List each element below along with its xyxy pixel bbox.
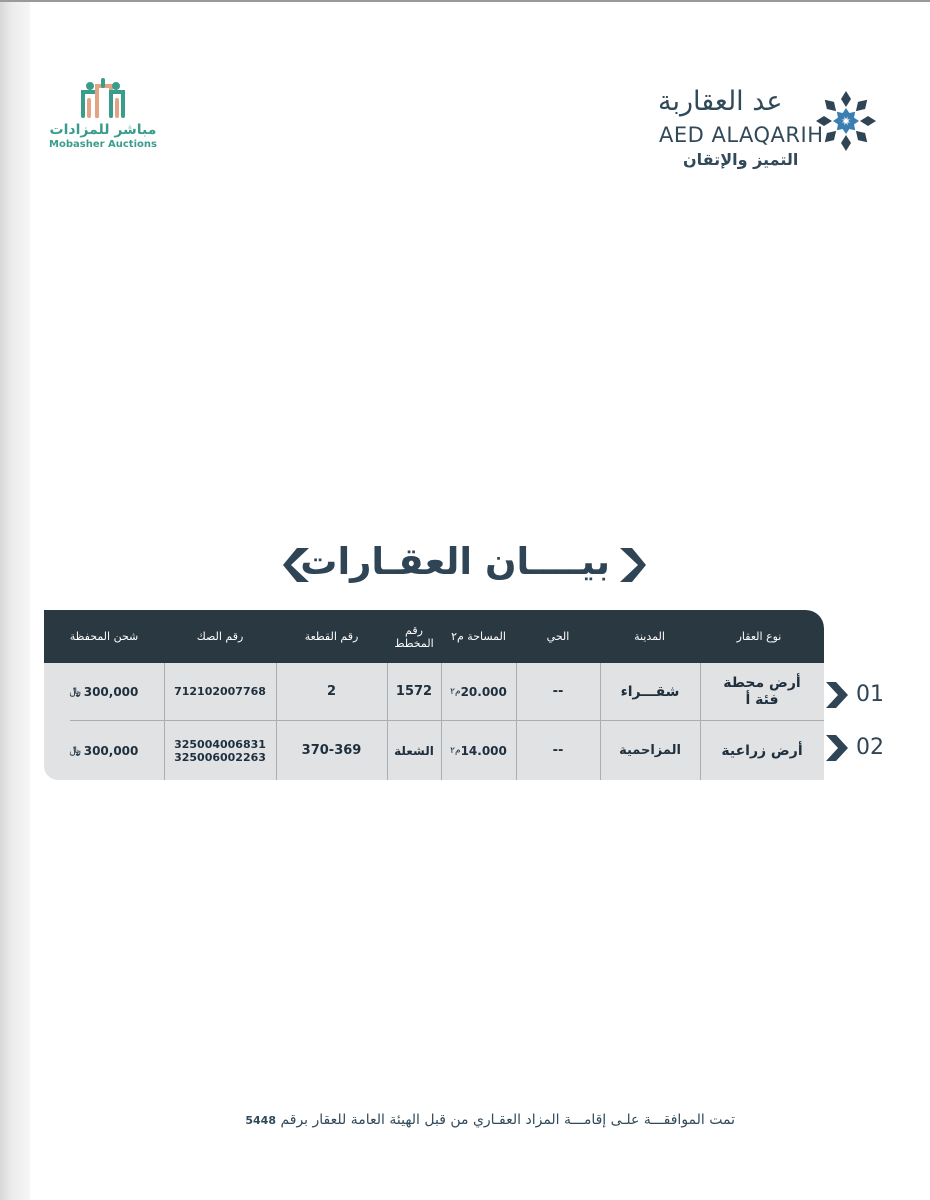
mobasher-arabic-name: مباشر للمزادات	[49, 122, 157, 138]
properties-table	[44, 610, 824, 780]
row-1-type-line2: فئة أ	[745, 691, 779, 708]
row-2-deed-line1: 325004006831	[174, 737, 266, 751]
table-row-1-deed: 712102007768	[174, 685, 266, 698]
row-1-type-line1: أرض محطة	[723, 674, 801, 691]
header-wallet-charge: شحن المحفظة	[69, 630, 139, 643]
aed-english-name: AED ALAQARIH	[659, 123, 824, 147]
table-row-1-city: شقـــراء	[620, 683, 680, 700]
table-row-1-area	[441, 663, 516, 720]
header-deed-number: رقم الصك	[196, 630, 244, 643]
row-2-number: 02	[856, 735, 884, 760]
header-property-type: نوع العقار	[736, 630, 782, 643]
aed-alaqarih-logo	[655, 86, 885, 186]
header-area: المساحة م٢	[451, 630, 506, 643]
header-plot-number: رقم القطعة	[304, 630, 359, 643]
table-row-2-plot: 370-369	[301, 743, 362, 758]
table-row-2-wallet	[44, 721, 164, 780]
header-city: المدينة	[634, 630, 665, 643]
approval-footer	[190, 1112, 735, 1128]
row-2-area-unit: م٢	[450, 745, 461, 756]
table-row-1-type	[700, 663, 824, 720]
top-border	[0, 0, 930, 2]
riyal-currency-icon: ﷼	[69, 686, 81, 697]
table-row-2-plan: الشعلة	[394, 743, 434, 758]
mobasher-english-name: Mobasher Auctions	[49, 139, 157, 150]
mobasher-logo-icon	[77, 78, 129, 118]
aed-tagline: التميز والإتقان	[683, 150, 799, 169]
aed-arabic-name: عد العقاربة	[658, 86, 783, 117]
license-number: 5448	[245, 1114, 276, 1127]
title-bar	[0, 540, 930, 590]
row-2-chevron-icon	[826, 735, 848, 761]
table-row-2-area	[441, 721, 516, 780]
table-header	[44, 610, 824, 663]
header-plan-number-label: رقم المخطط	[394, 623, 434, 650]
table-row-1-plan: 1572	[395, 684, 433, 699]
page-title: بيــــان العقـارات	[300, 540, 610, 583]
row-1-area-unit: م٢	[450, 686, 461, 697]
table-row-2-city: المزاحمية	[619, 743, 681, 758]
header-district: الحي	[546, 630, 570, 643]
row-1-chevron-icon	[826, 682, 848, 708]
table-row-2-type: أرض زراعية	[721, 742, 803, 759]
row-1-wallet-value: 300,000	[83, 684, 139, 699]
row-1-area-value: 20.000	[460, 684, 507, 699]
table-row-2-district: --	[552, 743, 564, 758]
chevron-right-icon	[616, 548, 646, 582]
mobasher-logo	[48, 78, 158, 150]
row-2-wallet-value: 300,000	[83, 743, 139, 758]
table-row-1-plot: 2	[326, 684, 337, 699]
table-row-2-deed	[164, 721, 276, 780]
table-row-1-district: --	[552, 684, 564, 699]
row-2-area-value: 14.000	[460, 743, 507, 758]
riyal-currency-icon: ﷼	[69, 745, 81, 756]
row-1-number: 01	[856, 682, 884, 707]
row-2-deed-line2: 325006002263	[174, 750, 266, 764]
binding-spine	[0, 0, 30, 1200]
approval-text: تمت الموافقـــة علـى إقامـــة المزاد العقـاري من قبل الهيئة العامة للعقار برقم	[280, 1112, 735, 1128]
header-plan-number	[387, 610, 441, 663]
snowflake-emblem-icon	[813, 88, 879, 154]
table-row-1-wallet	[44, 663, 164, 720]
